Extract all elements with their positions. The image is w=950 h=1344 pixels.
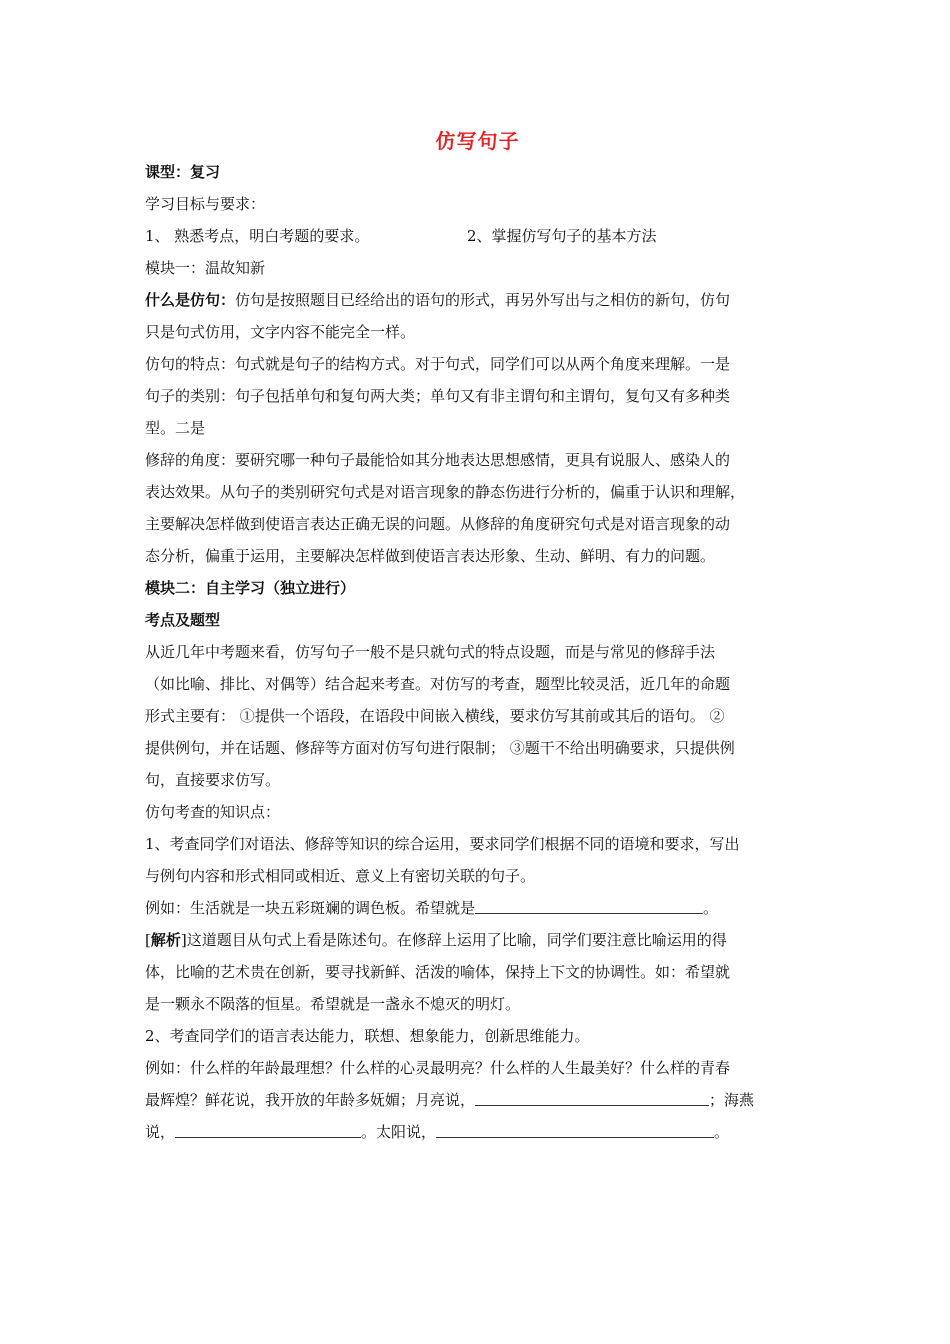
module1-heading: 模块一：温故知新	[145, 259, 266, 277]
example-2-petrel: ；海燕	[709, 1091, 755, 1109]
exam-text-3: 形式主要有： ①提供一个语段，在语段中间嵌入横线，要求仿写其前或其后的语句。 ②	[145, 707, 725, 725]
lesson-type-value: 复习	[190, 163, 221, 181]
example-1-end: 。	[703, 899, 719, 917]
example-2-end: 。	[714, 1123, 730, 1141]
knowledge-1-text-2: 与例句内容和形式相同或相近、意义上有密切关联的句子。	[145, 867, 536, 885]
example-2-text-1: 例如：什么样的年龄最理想？什么样的心灵最明亮？什么样的人生最美好？什么样的青春	[145, 1059, 731, 1077]
analysis-text: 这道题目从句式上看是陈述句。在修辞上运用了比喻，同学们要注意比喻运用的得	[186, 931, 727, 949]
exam-text-4: 提供例句，并在话题、修辞等方面对仿写句进行限制； ③题干不给出明确要求，只提供例	[145, 739, 735, 757]
answer-blank-petrel[interactable]	[175, 1123, 361, 1138]
example-1	[145, 898, 810, 918]
what-is-imitation	[145, 290, 810, 310]
goals-heading: 学习目标与要求：	[145, 195, 266, 213]
rhetoric-text-4: 态分析，偏重于运用，主要解决怎样做到使语言表达形象、生动、鲜明、有力的问题。	[145, 547, 716, 565]
lesson-type-label: 课型：	[145, 163, 191, 181]
analysis-label: 解析	[150, 931, 181, 949]
knowledge-1-text-1: 1、考查同学们对语法、修辞等知识的综合运用，要求同学们根据不同的语境和要求，写出	[145, 835, 740, 853]
example-2-sun: 。太阳说，	[361, 1123, 437, 1141]
exam-text-5: 句，直接要求仿写。	[145, 771, 281, 789]
exam-text-1: 从近几年中考题来看，仿写句子一般不是只就句式的特点设题，而是与常见的修辞手法	[145, 643, 716, 661]
answer-blank-1[interactable]	[475, 899, 703, 914]
knowledge-heading: 仿句考查的知识点：	[145, 803, 281, 821]
example-2-text-2	[145, 1090, 810, 1110]
analysis-text-2: 体，比喻的艺术贵在创新，要寻找新鲜、活泼的喻体，保持上下文的协调性。如：希望就	[145, 963, 731, 981]
features-text-2: 句子的类别：句子包括单句和复句两大类；单句又有非主谓句和主谓句，复句又有多种类	[145, 387, 731, 405]
example-2-say: 说，	[145, 1123, 176, 1141]
analysis-bracket-right: ]	[180, 931, 187, 949]
what-label: 什么是仿句：	[145, 291, 236, 309]
lesson-type	[145, 162, 810, 182]
module2-heading: 模块二：自主学习（独立进行）	[145, 579, 356, 597]
features-text-1: 仿句的特点：句式就是句子的结构方式。对于句式，同学们可以从两个角度来理解。一是	[145, 355, 731, 373]
example-1-text: 例如：生活就是一块五彩斑斓的调色板。希望就是	[145, 899, 476, 917]
example-2-text-3	[145, 1122, 810, 1142]
analysis-text-3: 是一颗永不陨落的恒星。希望就是一盏永不熄灭的明灯。	[145, 995, 521, 1013]
answer-blank-moon[interactable]	[475, 1091, 709, 1106]
goals-line	[145, 226, 810, 246]
what-text-2: 只是句式仿用，文字内容不能完全一样。	[145, 323, 416, 341]
rhetoric-text-2: 表达效果。从句子的类别研究句式是对语言现象的静态伤进行分析的，偏重于认识和理解，	[145, 483, 746, 501]
analysis-text-1	[145, 930, 810, 950]
rhetoric-text-1: 修辞的角度：要研究哪一种句子最能恰如其分地表达思想感情，更具有说服人、感染人的	[145, 451, 731, 469]
exam-text-2: （如比喻、排比、对偶等）结合起来考查。对仿写的考查，题型比较灵活，近几年的命题	[145, 675, 731, 693]
example-2-moon: 最辉煌？鲜花说，我开放的年龄多妩媚；月亮说，	[145, 1091, 476, 1109]
knowledge-2-text: 2、考查同学们的语言表达能力，联想、想象能力，创新思维能力。	[145, 1027, 590, 1045]
page-title: 仿写句子	[435, 129, 520, 153]
analysis-bracket-left: [	[145, 931, 151, 949]
what-text-1: 仿句是按照题目已经给出的语句的形式，再另外写出与之相仿的新句，仿句	[235, 291, 731, 309]
goal-1: 1、 熟悉考点，明白考题的要求。	[145, 227, 370, 245]
features-text-3: 型。二是	[145, 419, 206, 437]
answer-blank-sun[interactable]	[436, 1123, 714, 1138]
module2-subheading: 考点及题型	[145, 611, 221, 629]
rhetoric-text-3: 主要解决怎样做到使语言表达正确无误的问题。从修辞的角度研究句式是对语言现象的动	[145, 515, 731, 533]
goal-2: 2、掌握仿写句子的基本方法	[467, 227, 657, 245]
